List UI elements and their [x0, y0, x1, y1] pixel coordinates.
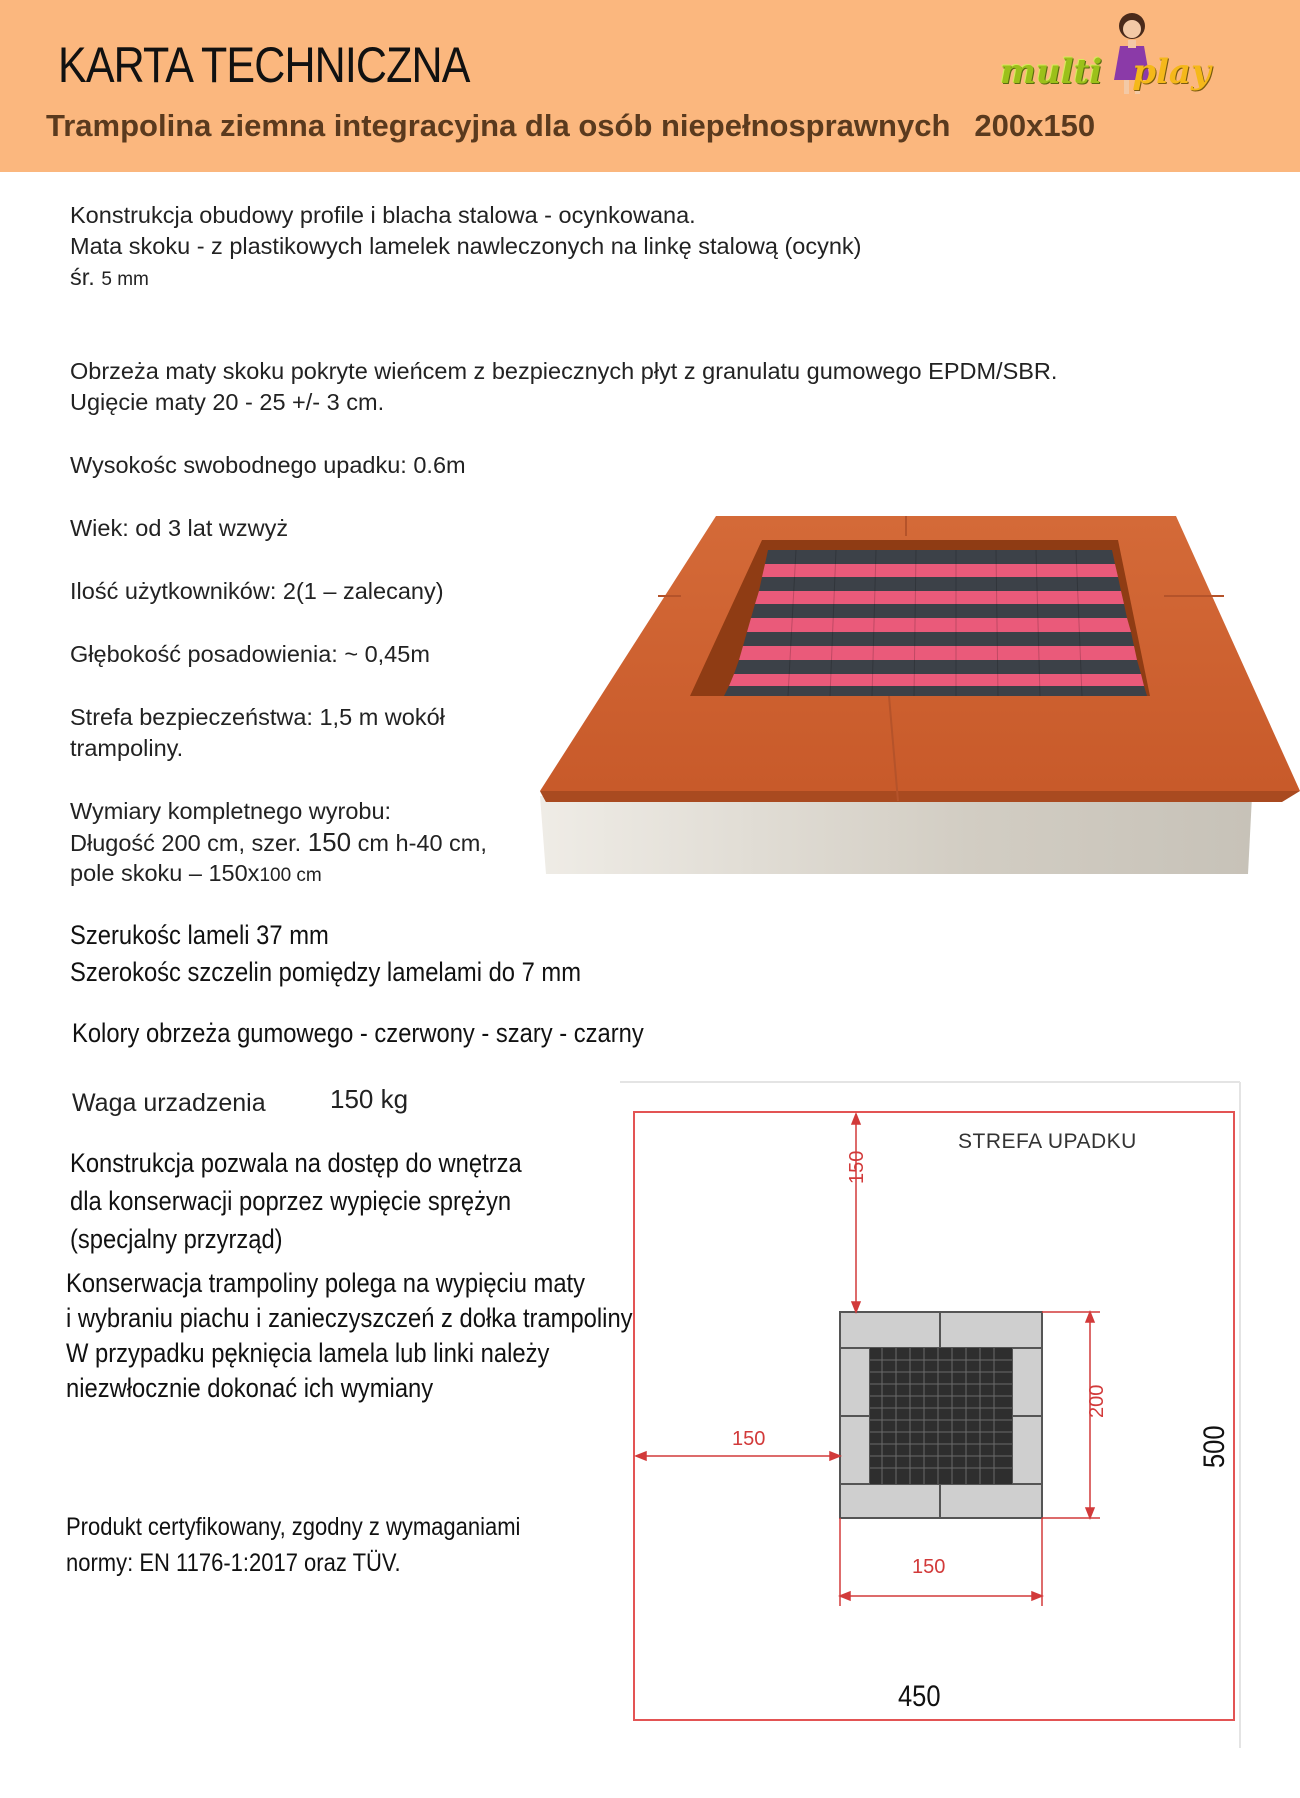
spec-dimensions-line-2: pole skoku – 150x100 cm — [70, 860, 322, 886]
spec-certification-line-1: Produkt certyfikowany, zgodny z wymaganiami — [66, 1513, 521, 1541]
spec-depth: Głębokość posadowienia: ~ 0,45m — [70, 641, 430, 667]
product-name: Trampolina ziemna integracyjna dla osób niepełnosprawnych — [46, 108, 951, 143]
spec-dimensions-title: Wymiary kompletnego wyrobu: — [70, 798, 392, 824]
spec-certification-line-2: normy: EN 1176-1:2017 oraz TÜV. — [66, 1549, 401, 1577]
dim-total-width-label: 450 — [898, 1680, 941, 1713]
spec-access-line-2: dla konserwacji poprzez wypięcie sprężyn — [70, 1186, 512, 1216]
product-size: 200x150 — [974, 108, 1096, 143]
fall-zone-label: STREFA UPADKU — [958, 1130, 1137, 1153]
spec-fall-height: Wysokośc swobodnego upadku: 0.6m — [70, 452, 466, 478]
spec-construction-line-2: Mata skoku - z plastikowych lamelek nawleczonych na linkę stalową (ocynk) — [70, 233, 862, 259]
spec-maintenance-line-1: Konserwacja trampoliny polega na wypięciu maty — [66, 1268, 586, 1298]
document-title: KARTA TECHNICZNA — [58, 37, 470, 93]
spec-edges: Obrzeża maty skoku pokryte wieńcem z bezpiecznych płyt z granulatu gumowego EPDM/SBR. — [70, 358, 1058, 384]
spec-lamel-width: Szerukośc lameli 37 mm — [70, 920, 329, 950]
spec-age: Wiek: od 3 lat wzwyż — [70, 515, 289, 541]
dim-total-height-label: 500 — [1198, 1425, 1231, 1468]
spec-safety-line-1: Strefa bezpieczeństwa: 1,5 m wokół — [70, 704, 445, 730]
dim-width-label: 150 — [912, 1556, 946, 1578]
safety-zone-plan-diagram — [620, 1080, 1260, 1750]
spec-colors: Kolory obrzeża gumowego - czerwony - szary - czarny — [72, 1018, 644, 1048]
spec-construction-line-1: Konstrukcja obudowy profile i blacha stalowa - ocynkowana. — [70, 202, 696, 228]
spec-access-line-3: (specjalny przyrząd) — [70, 1224, 283, 1254]
trampoline-plan — [840, 1312, 1042, 1518]
spec-dimensions-line-1: Długość 200 cm, szer. 150 cm h-40 cm, — [70, 827, 487, 857]
spec-diameter: śr. 5 mm — [70, 264, 149, 290]
dim-left-label: 150 — [732, 1428, 766, 1450]
multiplay-logo — [1000, 6, 1250, 98]
spec-maintenance-line-3: W przypadku pęknięcia lamela lub linki należy — [66, 1338, 550, 1368]
spec-gap-width: Szerokośc szczelin pomiędzy lamelami do 7 mm — [70, 957, 582, 987]
dim-height-label: 200 — [1086, 1384, 1108, 1418]
spec-safety-line-2: trampoliny. — [70, 735, 184, 761]
spec-maintenance-line-4: niezwłocznie dokonać ich wymiany — [66, 1373, 434, 1403]
trampoline-product-photo — [536, 446, 1300, 886]
product-title — [46, 108, 1095, 144]
spec-users: Ilość użytkowników: 2(1 – zalecany) — [70, 578, 444, 604]
dim-top-label: 150 — [846, 1150, 868, 1184]
spec-weight-label: Waga urzadzenia — [72, 1089, 266, 1117]
spec-weight-value: 150 kg — [330, 1084, 409, 1114]
spec-deflection: Ugięcie maty 20 - 25 +/- 3 cm. — [70, 389, 385, 415]
spec-maintenance-line-2: i wybraniu piachu i zanieczyszczeń z dołka trampoliny — [66, 1303, 633, 1333]
logo-wordmark: multi play — [1000, 52, 1211, 92]
jump-mat-stripes — [724, 550, 1147, 696]
spec-access-line-1: Konstrukcja pozwala na dostęp do wnętrza — [70, 1148, 522, 1178]
